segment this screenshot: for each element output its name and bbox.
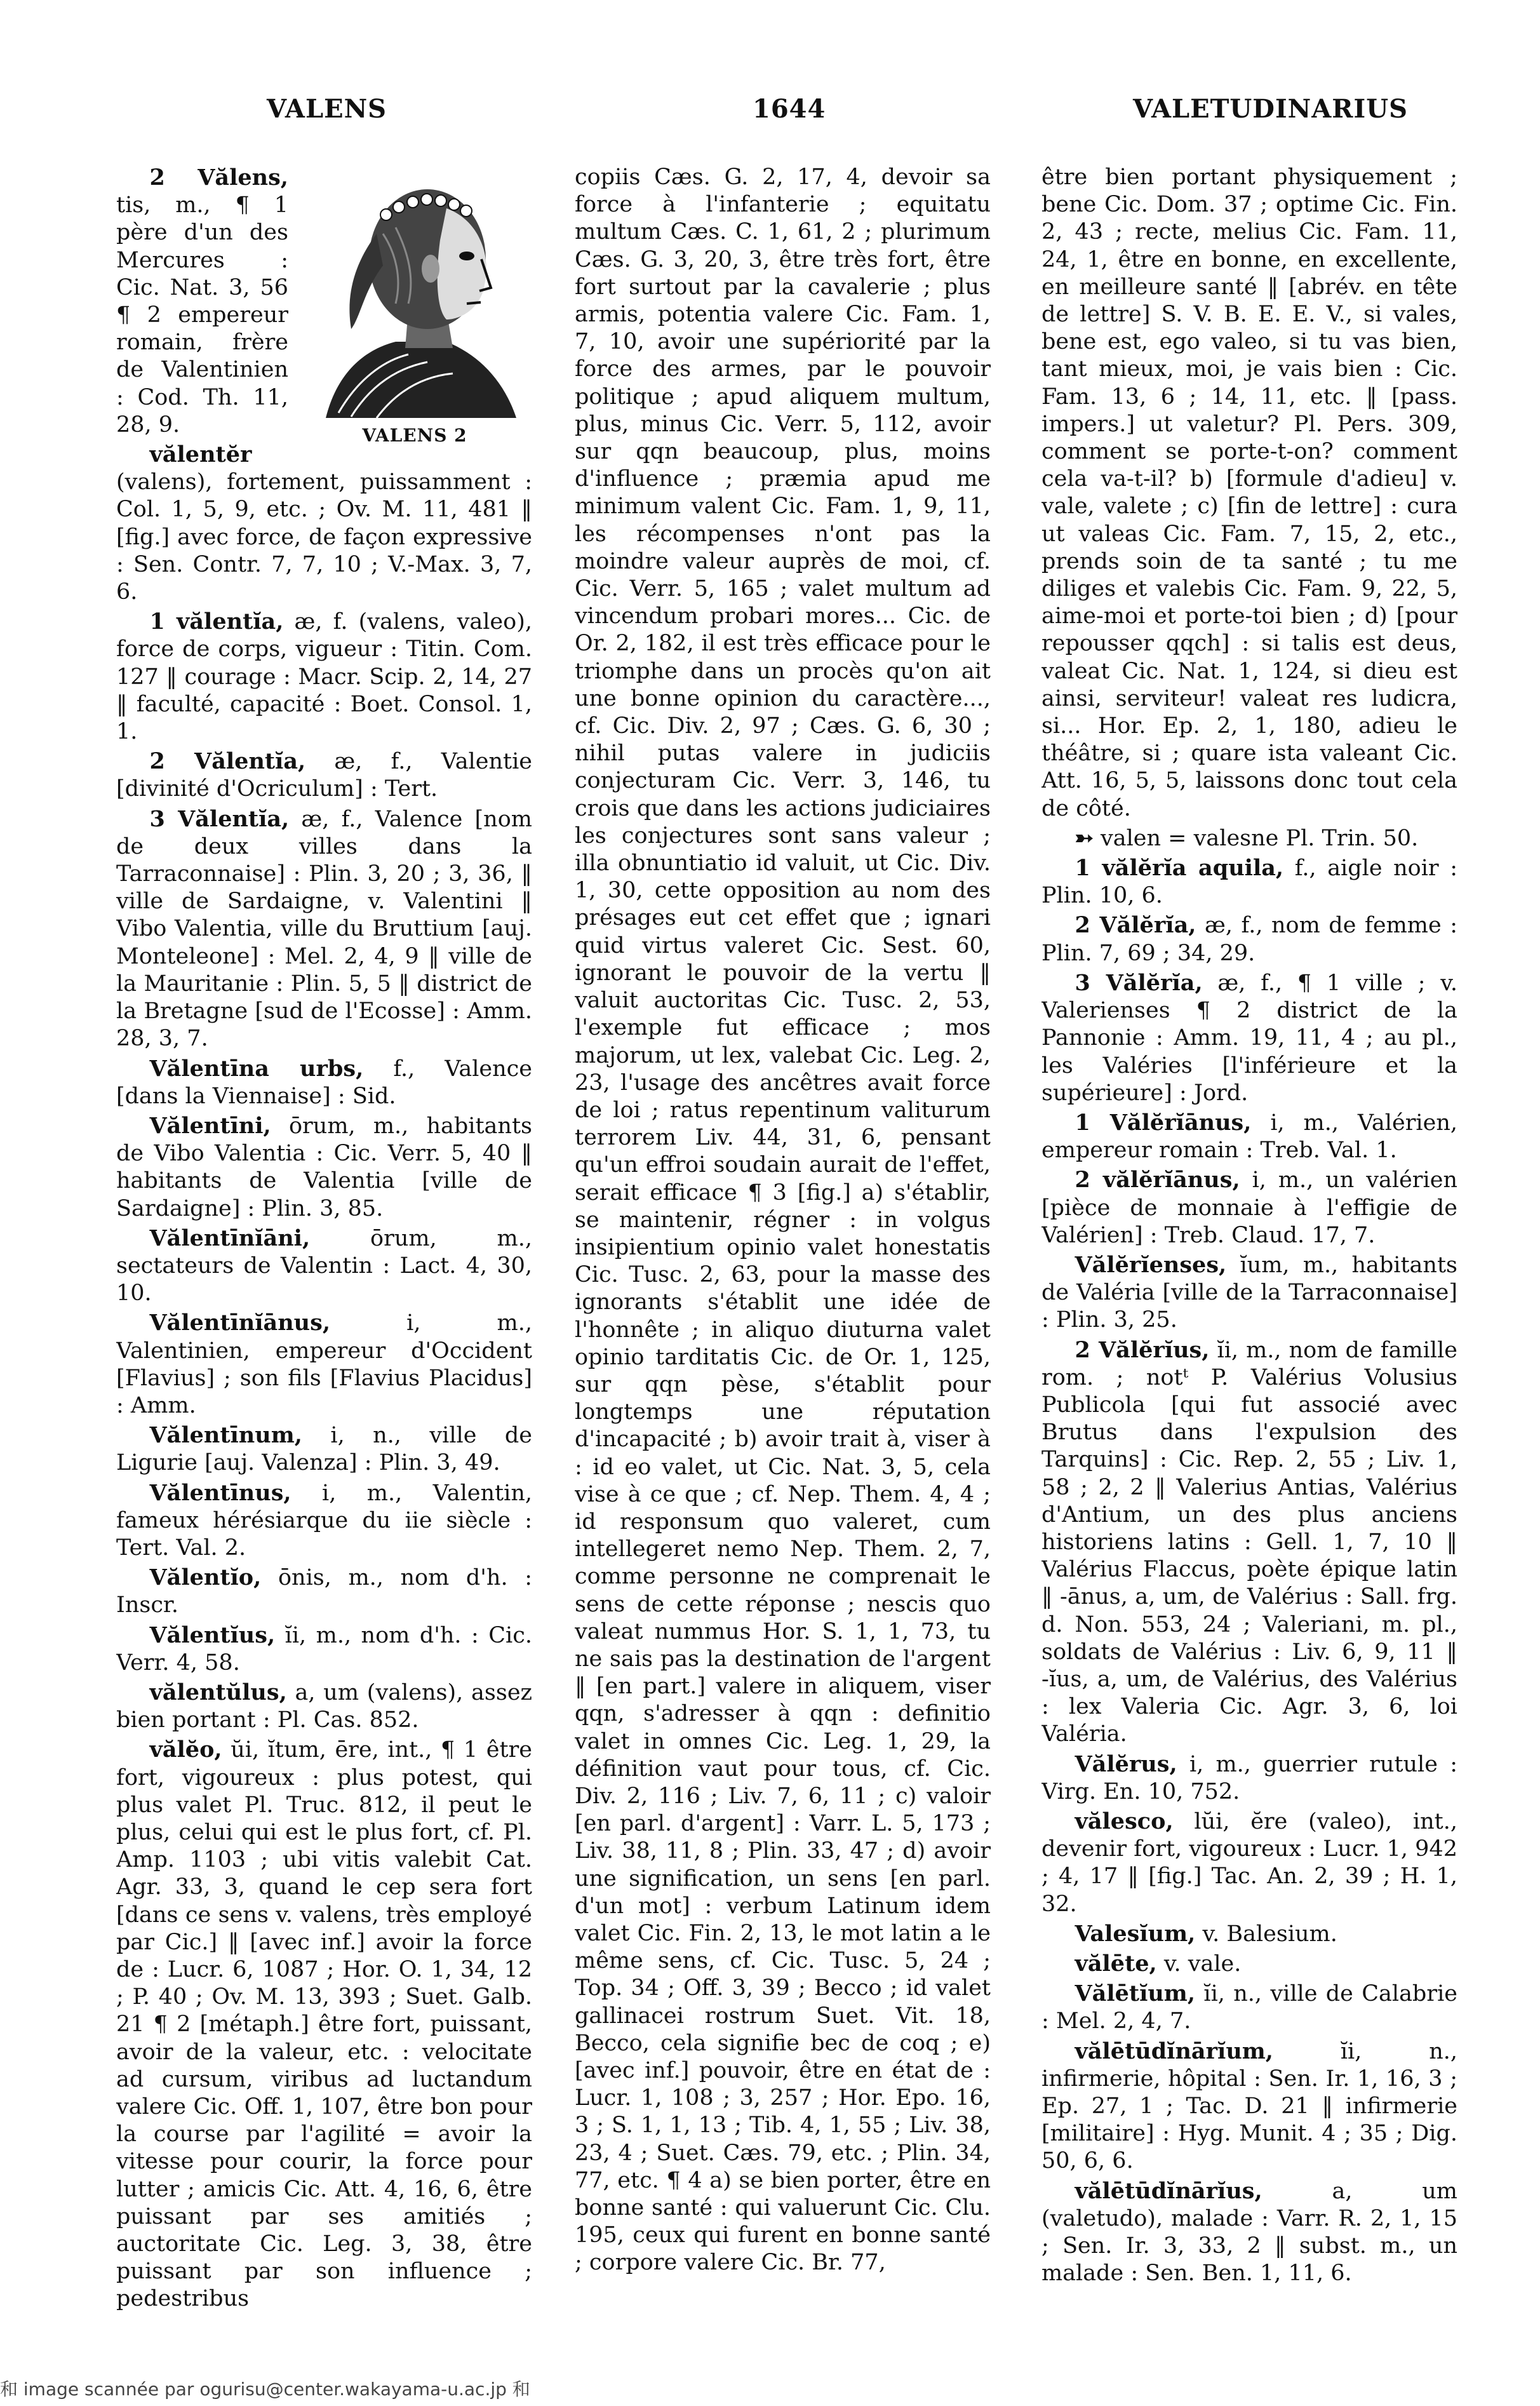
headword: 2 Vălĕrĭus, (1075, 1336, 1210, 1363)
headword: 1 Vălĕrĭānus, (1075, 1109, 1252, 1136)
page-number: 1644 (753, 94, 826, 124)
dictionary-entry (116, 1679, 532, 1734)
entry-text: i, m., guerrier rutule : Virg. En. 10, 752. (1041, 1751, 1457, 1805)
headword: vălentŭlus, (149, 1679, 287, 1705)
dictionary-entry (1041, 854, 1457, 910)
dictionary-entry (116, 1225, 532, 1308)
dictionary-entry (1041, 824, 1457, 852)
entry-text: (valens), fortement, puissamment : Col. 1, 5, 9, etc. ; Ov. M. 11, 481 ‖ [fig.] avec force, de façon expressive : Sen. Contr. 7, 7, 10 ; V.-Max. 3, 7, 6. (116, 469, 532, 605)
entry-text: æ, f., Valentie [divinité d'Ocriculum] : Tert. (116, 749, 532, 802)
entry-text: lŭi, ĕre (valeo), int., devenir fort, vigoureux : Lucr. 1, 942 ; 4, 17 ‖ [fig.] Tac. An. 2, 39 ; H. 1, 32. (1041, 1808, 1457, 1917)
dictionary-entry (1041, 1950, 1457, 1978)
dictionary-entry (1041, 1251, 1457, 1334)
running-head-right: VALETUDINARIUS (1133, 94, 1408, 124)
headword: Vălentīnus, (149, 1479, 291, 1506)
entry-text: v. Balesium. (1202, 1921, 1337, 1947)
entry-text: æ, f., ¶ 1 ville ; v. Valerienses ¶ 2 district de la Pannonie : Amm. 19, 11, 4 ; au pl., les Valéries [l'inférieure et la supérieure] : Jord. (1041, 970, 1457, 1106)
headword: Vălentīna urbs, (149, 1055, 364, 1082)
headword: vălētūdĭnārĭus, (1075, 2177, 1262, 2204)
entry-text: f., aigle noir : Plin. 10, 6. (1041, 856, 1457, 909)
headword: 3 Vălĕrĭa, (1075, 969, 1203, 996)
dictionary-entry (1041, 164, 1457, 823)
headword: Vălĕrĭenses, (1075, 1251, 1227, 1278)
dictionary-entry (116, 1309, 532, 1420)
headword: Vălentīni, (149, 1112, 271, 1139)
entry-text: i, m., Valentin, fameux hérésiarque du iie siècle : Tert. Val. 2. (116, 1480, 532, 1561)
dictionary-entry (116, 608, 532, 746)
entry-text: f., Valence [dans la Viennaise] : Sid. (116, 1056, 532, 1109)
dictionary-entry (1041, 969, 1457, 1107)
dictionary-entry (116, 1622, 532, 1677)
dictionary-entry (1041, 1920, 1457, 1948)
entry-text: ĭi, n., infirmerie, hôpital : Sen. Ir. 1, 16, 3 ; Ep. 27, 1 ; Tac. D. 21 ‖ infirmerie [militaire] : Hyg. Munit. 4 ; 35 ; Dig. 50, 6, 6. (1041, 2038, 1457, 2174)
entry-text: valen = valesne Pl. Trin. 50. (1100, 825, 1419, 851)
headword: vălēte, (1075, 1951, 1157, 1977)
headword: Vălĕrus, (1075, 1751, 1177, 1777)
headword: 1 vălĕrĭa aquila, (1075, 855, 1284, 882)
entry-text: a, um (valetudo), malade : Varr. R. 2, 1, 15 ; Sen. Ir. 3, 33, 2 ‖ subst. m., un malade : Sen. Ben. 1, 11, 6. (1041, 2178, 1457, 2287)
figure-caption: VALENS 2 (362, 425, 467, 446)
entry-text: i, m., un valérien [pièce de monnaie à l'effigie de Valérien] : Treb. Claud. 17, 7. (1041, 1167, 1457, 1248)
entry-text: a, um (valens), assez bien portant : Pl. Cas. 852. (116, 1679, 532, 1733)
dictionary-entry (116, 1055, 532, 1110)
valens-portrait-figure (297, 164, 532, 450)
dictionary-entry (1041, 1166, 1457, 1249)
dictionary-entry (1041, 1980, 1457, 2035)
headword: Vălentīnum, (149, 1422, 302, 1449)
entry-text: æ, f. (valens, valeo), force de corps, vigueur : Titin. Com. 127 ‖ courage : Macr. Scip. 2, 14, 27 ‖ faculté, capacité : Boet. Consol. 1, 1. (116, 609, 532, 745)
entry-text: tis, m., ¶ 1 père d'un des Mercures : Cic. Nat. 3, 56 ¶ 2 empereur romain, frère de Valentinien : Cod. Th. 11, 28, 9. (116, 192, 288, 438)
headword: Valesĭum, (1075, 1920, 1196, 1947)
headword: Vălentīnĭāni, (149, 1225, 311, 1251)
dictionary-entry (116, 748, 532, 803)
entry-text: ōnis, m., nom d'h. : Inscr. (116, 1565, 532, 1618)
headword: vălētūdĭnārĭum, (1075, 2038, 1273, 2064)
headword: 3 Vălentĭa, (149, 805, 290, 832)
dictionary-entry (1041, 1336, 1457, 1749)
entry-text: ĭi, n., ville de Calabrie : Mel. 2, 4, 7. (1041, 1981, 1457, 2034)
dictionary-entry (1041, 1109, 1457, 1164)
headword: Vălētĭum, (1075, 1980, 1196, 2007)
dictionary-entry (116, 1421, 532, 1477)
headword: vălesco, (1075, 1808, 1174, 1834)
entry-text: æ, f., Valence [nom de deux villes dans la Tarraconnaise] : Plin. 3, 20 ; 3, 36, ‖ ville de Sardaigne, v. Valentini ‖ Vibo Valentia, ville du Bruttium [auj. Monteleone] : Mel. 2, 4, 9 ‖ ville de la Mauritanie : Plin. 5, 5 ‖ district de la Bretagne [sud de l'Ecosse] : Amm. 28, 3, 7. (116, 806, 532, 1052)
entry-text: ĭi, m., nom d'h. : Cic. Verr. 4, 58. (116, 1622, 532, 1676)
entry-text: être bien portant physiquement ; bene Cic. Dom. 37 ; optime Cic. Fin. 2, 43 ; recte, melius Cic. Fam. 11, 24, 1, être en bonne, en excellente, en meilleure santé ‖ [abrév. en tête de lettre] S. V. B. E. E. V., si vales, bene est, ego valeo, si tu vas bien, tant mieux, moi, je vais bien : Cic. Fam. 13, 6 ; 14, 11, etc. ‖ [pass. impers.] ut valetur? Pl. Pers. 309, comment se porte-t-on? comment cela va-t-il? b) [formule d'adieu] v. vale, valete ; c) [fin de lettre] : cura ut valeas Cic. Fam. 7, 15, 2, etc., prends soin de ta santé ; tu me diliges et valebis Cic. Fam. 9, 22, 5, aime-moi et porte-toi bien ; d) [pour repousser qqch] : si talis est deus, valeat Cic. Nat. 1, 124, si dieu est ainsi, serviteur! valeat res ludicra, si... Hor. Ep. 2, 1, 180, adieu le théâtre, si ; quare ista valeant Cic. Att. 16, 5, 5, laissons donc tout cela de côté. (1041, 165, 1457, 821)
entry-text: ōrum, m., habitants de Vibo Valentia : Cic. Verr. 5, 40 ‖ habitants de Valentia [ville de Sardaigne] : Plin. 3, 85. (116, 1113, 532, 1221)
dictionary-entry (1041, 1751, 1457, 1806)
entry-text: æ, f., nom de femme : Plin. 7, 69 ; 34, 29. (1041, 913, 1457, 966)
scan-credit-footer: 和 image scannée par ogurisu@center.wakayama-u.ac.jp 和 (0, 2379, 530, 2400)
dictionary-entry (116, 805, 532, 1053)
headword: 2 Vălens, (149, 165, 288, 191)
headword: Vălentĭo, (149, 1564, 262, 1591)
entry-text: i, m., Valérien, empereur romain : Treb. Val. 1. (1041, 1110, 1457, 1164)
coin-portrait-icon (300, 164, 529, 424)
headword: Vălentĭus, (149, 1622, 276, 1648)
column-3 (1041, 164, 1457, 2342)
headword: 2 Vălentĭa, (149, 748, 306, 775)
entry-text: v. vale. (1163, 1951, 1242, 1977)
dictionary-entry (116, 1736, 532, 2313)
dictionary-entry (116, 441, 532, 606)
headword: 2 Vălĕrĭa, (1075, 912, 1196, 939)
headword: ➳ (1075, 824, 1094, 851)
dictionary-entry (1041, 1808, 1457, 1918)
entry-text: ĭi, m., nom de famille rom. ; notᵗ P. Valérius Volusius Publicola [qui fut associé avec Brutus dans l'expulsion des Tarquins] : Cic. Rep. 2, 55 ; Liv. 1, 58 ; 2, 2 ‖ Valerius Antias, Valérius d'Antium, un des plus anciens historiens latins : Gell. 1, 7, 10 ‖ Valérius Flaccus, poète épique latin ‖ -ānus, a, um, de Valérius : Sall. frg. d. Non. 553, 24 ; Valeriani, m. pl., soldats de Valérius : Liv. 6, 9, 11 ‖ -ĭus, a, um, de Valérius, des Valérius : lex Valeria Cic. Agr. 3, 6, loi Valéria. (1041, 1337, 1457, 1747)
headword: 2 vălĕrĭānus, (1075, 1167, 1240, 1193)
running-head-left: VALENS (267, 94, 387, 124)
headword: vălĕo, (149, 1737, 222, 1763)
headword: vălentĕr (149, 441, 252, 468)
dictionary-entry (575, 164, 991, 2277)
dictionary-entry (1041, 2038, 1457, 2175)
entry-text: i, n., ville de Ligurie [auj. Valenza] : Plin. 3, 49. (116, 1423, 532, 1476)
entry-text: i, m., Valentinien, empereur d'Occident [Flavius] ; son fils [Flavius Placidus] : Amm. (116, 1310, 532, 1418)
dictionary-entry (116, 1479, 532, 1563)
entry-text: ōrum, m., sectateurs de Valentin : Lact. 4, 30, 10. (116, 1225, 532, 1307)
column-2 (575, 164, 991, 2342)
dictionary-entry (1041, 911, 1457, 967)
headword: Vălentīnĭānus, (149, 1310, 331, 1336)
column-1 (116, 164, 532, 2342)
headword: 1 vălentĭa, (149, 608, 284, 635)
dictionary-entry (1041, 2177, 1457, 2288)
entry-text: ŭi, ĭtum, ēre, int., ¶ 1 être fort, vigoureux : plus potest, qui plus valet Pl. Truc. 812, il peut le plus, celui qui est le plus fort, cf. Pl. Amp. 1103 ; ubi vitis valebit Cat. Agr. 33, 3, quand le cep sera fort [dans ce sens v. valens, très employé par Cic.] ‖ [avec inf.] avoir la force de : Lucr. 6, 1087 ; Hor. O. 1, 34, 12 ; P. 40 ; Ov. M. 13, 393 ; Suet. Galb. 21 ¶ 2 [métaph.] être fort, puissant, avoir de la valeur, etc. : velocitate ad cursum, viribus ad luctandum valere Cic. Off. 1, 107, être bon pour la course par l'agilité = avoir la vitesse pour courir, la force pour lutter ; amicis Cic. Att. 4, 16, 6, être puissant par ses amitiés ; auctoritate Cic. Leg. 3, 38, être puissant par son influence ; pedestribus (116, 1737, 532, 2312)
entry-text: ĭum, m., habitants de Valéria [ville de la Tarraconnaise] : Plin. 3, 25. (1041, 1252, 1457, 1333)
entry-text: copiis Cæs. G. 2, 17, 4, devoir sa force à l'infanterie ; equitatu multum Cæs. C. 1, 61, 2 ; plurimum Cæs. G. 3, 20, 3, être très fort, être fort surtout par la cavalerie ; plus armis, potentia valere Cic. Fam. 1, 7, 10, avoir une supériorité par la force des armes, par le pouvoir politique ; apud aliquem multum, plus, minus Cic. Verr. 5, 112, avoir sur qqn beaucoup, plus, moins d'influence ; præmia apud me minimum valent Cic. Fam. 1, 9, 11, les récompenses n'ont pas la moindre valeur auprès de moi, cf. Cic. Verr. 5, 165 ; valet multum ad vincendum probari mores... Cic. de Or. 2, 182, il est très efficace pour le triomphe dans un procès qu'on ait une bonne opinion du caractère..., cf. Cic. Div. 2, 97 ; Cæs. G. 6, 30 ; nihil putas valere in judiciis conjecturam Cic. Verr. 3, 146, tu crois que dans les actions judiciaires les conjectures sont sans valeur ; illa obnuntiatio id valuit, ut Cic. Div. 1, 30, cette opposition au nom des présages eut cet effet que ; ignari quid virtus valeret Cic. Sest. 60, ignorant le pouvoir de la vertu ‖ valuit auctoritas Cic. Tusc. 2, 53, l'exemple fut efficace ; mos majorum, ut lex, valebat Cic. Leg. 2, 23, l'usage des ancêtres avait force de loi ; ratus repentinum valiturum terrorem Liv. 44, 31, 6, pensant qu'un effroi soudain aurait de l'effet, serait efficace ¶ 3 [fig.] a) s'établir, se maintenir, régner : in volgus insipientium opinio valet honestatis Cic. Tusc. 2, 63, pour la masse des ignorants s'établit une idée de l'honnête ; in aliquo diuturna valet opinio tarditatis Cic. de Or. 1, 125, sur qqn pèse, s'établit pour longtemps une réputation d'incapacité ; b) avoir trait à, viser à : id eo valet, ut Cic. Nat. 3, 5, cela vise à ce que ; cf. Nep. Them. 4, 4 ; id responsum quo valeret, cum intellegeret nemo Nep. Them. 2, 7, comme personne ne comprenait le sens de cette réponse ; nescis quo valeat nummus Hor. S. 1, 1, 73, tu ne sais pas la destination de l'argent ‖ [en part.] valere in aliquem, viser qqn, s'adresser à qqn : definitio valet in omnes Cic. Leg. 1, 29, la définition vaut pour tous, cf. Cic. Div. 2, 116 ; Liv. 7, 6, 11 ; c) valoir [en parl. d'argent] : Varr. L. 5, 173 ; Liv. 38, 11, 8 ; Plin. 33, 47 ; d) avoir une signification, un sens [en parl. d'un mot] : verbum Latinum idem valet Cic. Fin. 2, 13, le mot latin a le même sens, cf. Cic. Tusc. 5, 24 ; Top. 34 ; Off. 3, 39 ; Becco ; id valet gallinacei rostrum Suet. Vit. 18, Becco, cela signifie bec de coq ; e) [avec inf.] pouvoir, être en état de : Lucr. 1, 108 ; 3, 257 ; Hor. Epo. 16, 3 ; S. 1, 1, 13 ; Tib. 4, 1, 55 ; Liv. 38, 23, 4 ; Suet. Cæs. 79, etc. ; Plin. 34, 77, etc. ¶ 4 a) se bien porter, être en bonne santé : qui valuerunt Cic. Clu. 195, ceux qui furent en bonne santé ; corpore valere Cic. Br. 77, (575, 165, 991, 2276)
dictionary-entry (116, 1564, 532, 1619)
dictionary-entry (116, 1112, 532, 1223)
